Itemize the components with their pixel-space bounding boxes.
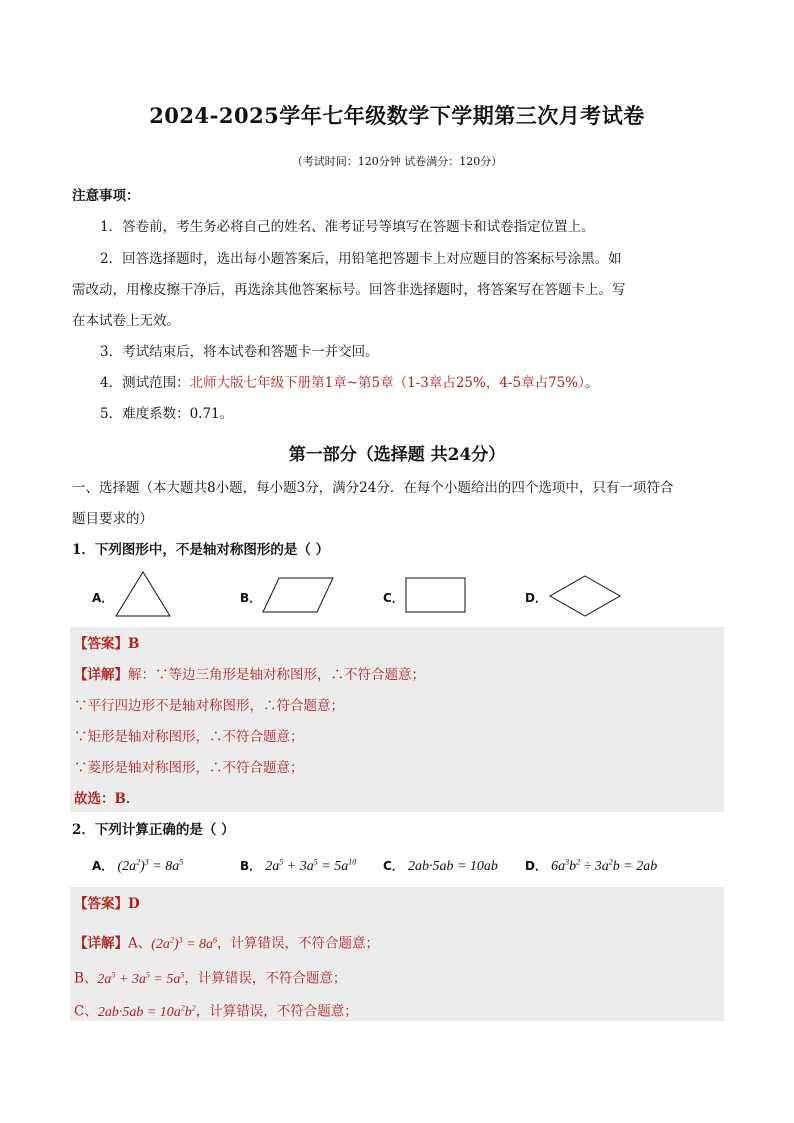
q2-detail-c-formula: $2ab\cdot 5ab = 10a^2b^2$ bbox=[97, 1003, 196, 1020]
q1-detail-line-1 bbox=[74, 666, 425, 684]
q2-stem: 2．下列计算正确的是（ ） bbox=[72, 822, 235, 838]
q2-option-a-formula: $(2a^2)^3 = 8a^5$ bbox=[117, 857, 184, 874]
note-item-1: 1．答卷前，考生务必将自己的姓名、准考证号等填写在答题卡和试卷指定位置上。 bbox=[100, 219, 595, 235]
q2-option-c-formula: 2ab·5ab = 10ab bbox=[407, 859, 498, 874]
q2-detail-c bbox=[74, 999, 358, 1022]
section-intro-line-2: 题目要求的） bbox=[72, 511, 153, 527]
q2-detail-b-formula: $2a^5 + 3a^5 = 5a^5$ bbox=[97, 970, 185, 987]
q2-option-c-label: C． bbox=[383, 859, 404, 873]
note-item-2-line-1: 2．回答选择题时，选出每小题答案后，用铅笔把答题卡上对应题目的答案标号涂黑。如 bbox=[100, 251, 622, 267]
note-item-4-prefix: 4．测试范围： bbox=[100, 375, 190, 391]
q2-detail-a-suffix: ，计算错误，不符合题意； bbox=[217, 935, 380, 952]
q2-detail-b bbox=[74, 966, 346, 989]
q1-detail-line-4: ∵菱形是轴对称图形，∴不符合题意； bbox=[74, 760, 304, 776]
note-item-4-range: 北师大版七年级下册第1章~第5章（1-3章占25%，4-5章占75%） bbox=[189, 375, 585, 391]
q1-answer: 【答案】B bbox=[74, 636, 140, 652]
q1-detail-line-2: ∵平行四边形不是轴对称图形，∴符合题意； bbox=[74, 698, 344, 714]
note-item-3: 3．考试结束后，将本试卷和答题卡一并交回。 bbox=[100, 344, 379, 360]
equilateral-triangle-shape bbox=[114, 570, 172, 618]
parallelogram-shape bbox=[261, 576, 335, 614]
q1-answer-box bbox=[70, 627, 724, 812]
q1-conclusion: 故选：B． bbox=[74, 791, 140, 807]
q2-option-b bbox=[240, 857, 356, 875]
q2-detail-a bbox=[74, 931, 379, 954]
note-item-5: 5．难度系数：0.71。 bbox=[100, 406, 234, 422]
q2-option-a bbox=[92, 857, 183, 875]
section-title: 第一部分（选择题 共24分） bbox=[288, 445, 506, 465]
q1-detail-label: 【详解】 bbox=[74, 667, 128, 683]
q2-detail-b-suffix: ，计算错误，不符合题意； bbox=[184, 970, 347, 987]
q2-option-d bbox=[525, 857, 657, 875]
q2-detail-c-suffix: ，计算错误，不符合题意； bbox=[195, 1003, 358, 1020]
q1-option-a-label: A． bbox=[92, 591, 114, 605]
rectangle-shape bbox=[405, 577, 467, 613]
note-item-2-line-3: 在本试卷上无效。 bbox=[72, 313, 180, 329]
q2-option-b-formula: $2a^5 + 3a^5 = 5a^{10}$ bbox=[265, 857, 357, 874]
q2-option-b-label: B． bbox=[240, 859, 262, 873]
q2-option-d-label: D． bbox=[525, 859, 547, 873]
notes-heading: 注意事项： bbox=[72, 188, 140, 204]
q2-answer: 【答案】D bbox=[74, 896, 140, 912]
q1-detail-text-1: 解：∵等边三角形是轴对称图形，∴不符合题意； bbox=[128, 667, 425, 683]
note-item-4 bbox=[100, 374, 598, 392]
rhombus-shape bbox=[548, 574, 622, 618]
exam-title: 2024-2025学年七年级数学下学期第三次月考试卷 bbox=[149, 103, 645, 128]
q2-detail-c-prefix: C、 bbox=[74, 1003, 98, 1020]
q1-stem: 1．下列图形中，不是轴对称图形的是（ ） bbox=[72, 542, 330, 558]
note-item-2-line-2: 需改动，用橡皮擦干净后，再选涂其他答案标号。回答非选择题时，将答案写在答题卡上。写 bbox=[72, 282, 626, 298]
note-item-4-suffix: 。 bbox=[584, 375, 599, 391]
q2-detail-label: 【详解】 bbox=[74, 935, 128, 952]
q2-answer-box bbox=[70, 887, 724, 1021]
q1-option-c-label: C． bbox=[383, 591, 404, 605]
q2-option-c bbox=[383, 857, 498, 875]
q1-option-d-label: D． bbox=[525, 591, 547, 605]
q2-detail-b-prefix: B、 bbox=[74, 970, 98, 987]
q2-detail-a-formula: $(2a^2)^3 = 8a^6$ bbox=[151, 935, 218, 952]
q1-option-b-label: B． bbox=[240, 591, 262, 605]
q2-option-a-label: A． bbox=[92, 859, 114, 873]
q1-detail-line-3: ∵矩形是轴对称图形，∴不符合题意； bbox=[74, 729, 304, 745]
q2-option-d-formula: $6a^3b^2 \div 3a^2b = 2ab$ bbox=[551, 857, 658, 874]
exam-subtitle: （考试时间：120分钟 试卷满分：120分） bbox=[291, 155, 503, 168]
section-intro-line-1: 一、选择题（本大题共8小题，每小题3分，满分24分．在每个小题给出的四个选项中，只有一项符合 bbox=[72, 480, 674, 496]
q2-detail-a-prefix: A、 bbox=[128, 935, 152, 952]
